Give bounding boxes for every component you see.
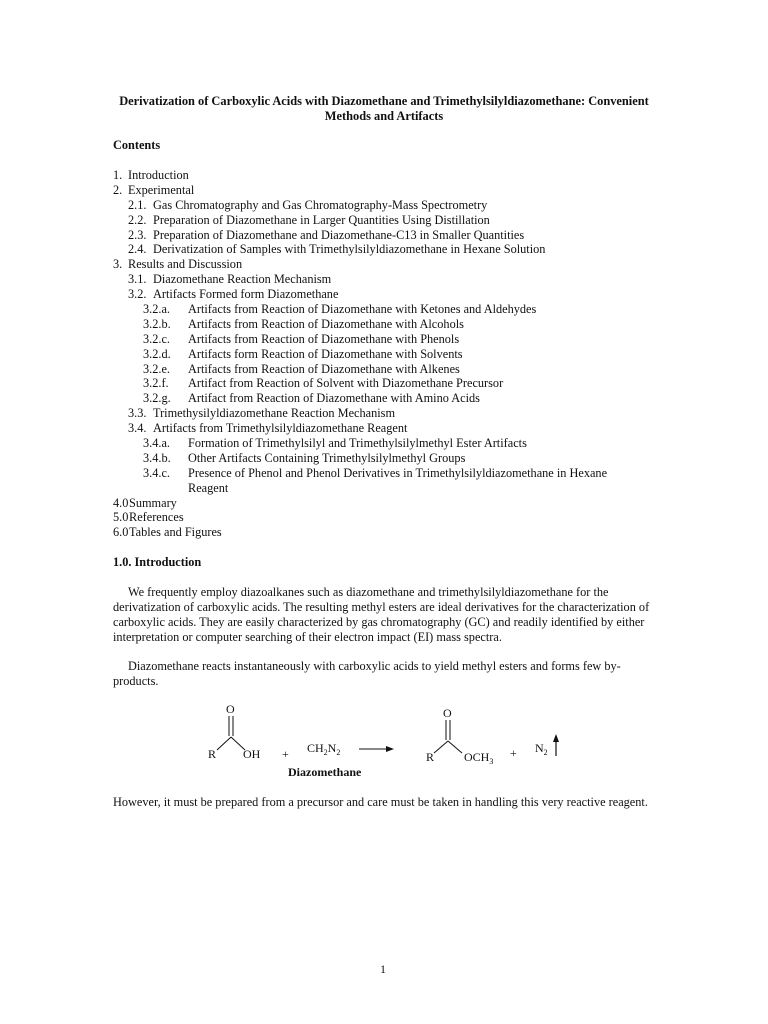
toc-number: 3.4. bbox=[128, 421, 147, 436]
ester-subscript: 3 bbox=[489, 757, 494, 766]
reaction-bonds bbox=[0, 700, 768, 790]
toc-item bbox=[113, 347, 673, 362]
toc-item bbox=[113, 466, 673, 481]
toc-item-continuation bbox=[113, 481, 673, 496]
toc-number: 3.2.g. bbox=[143, 391, 171, 406]
ester-bonds bbox=[434, 720, 462, 753]
toc-item bbox=[113, 317, 673, 332]
toc-text: Summary bbox=[129, 495, 177, 510]
toc-text: Trimethysilyldiazomethane Reaction Mechanism bbox=[153, 406, 396, 421]
toc-text: Artifacts from Reaction of Diazomethane with Phenols bbox=[188, 331, 460, 346]
toc-number: 3.2.f. bbox=[143, 376, 169, 391]
toc-number: 3.3. bbox=[128, 406, 147, 421]
toc-text: Gas Chromatography and Gas Chromatography-Mass Spectrometry bbox=[153, 197, 488, 212]
toc-number: 3.1. bbox=[128, 272, 147, 287]
toc-item bbox=[113, 287, 673, 302]
toc-number: 6.0 bbox=[113, 525, 129, 540]
reagent-subscript: 2 bbox=[323, 748, 328, 757]
acid-bonds bbox=[217, 716, 245, 750]
reagent-subscript: 2 bbox=[336, 748, 341, 757]
ester-methoxy-och: OCH bbox=[464, 750, 490, 764]
toc-text: Derivatization of Samples with Trimethylsilyldiazomethane in Hexane Solution bbox=[153, 242, 546, 257]
toc-number: 3.2.d. bbox=[143, 346, 171, 361]
toc-text: Artifacts from Reaction of Diazomethane with Ketones and Aldehydes bbox=[188, 302, 537, 317]
toc-number: 3.2.c. bbox=[143, 331, 170, 346]
toc-item bbox=[113, 376, 673, 391]
toc-item bbox=[113, 332, 673, 347]
paragraph-precursor: However, it must be prepared from a precursor and care must be taken in handling this very reactive reagent. bbox=[113, 795, 648, 809]
toc-item bbox=[113, 406, 673, 421]
toc-number: 1. bbox=[113, 168, 123, 182]
table-of-contents bbox=[113, 168, 673, 540]
toc-item bbox=[113, 525, 673, 540]
toc-text: Artifacts from Reaction of Diazomethane with Alcohols bbox=[188, 316, 464, 331]
reagent-formula-ch: CH bbox=[307, 741, 324, 755]
toc-item bbox=[113, 257, 673, 272]
toc-item bbox=[113, 213, 673, 228]
contents-heading: Contents bbox=[113, 138, 161, 152]
toc-text: Experimental bbox=[128, 182, 195, 197]
toc-text: Diazomethane Reaction Mechanism bbox=[153, 272, 332, 287]
toc-text: Artifacts from Reaction of Diazomethane with Alkenes bbox=[188, 361, 460, 376]
toc-item bbox=[113, 198, 673, 213]
acid-r-group: R bbox=[208, 747, 217, 761]
toc-text: References bbox=[129, 510, 184, 525]
nitrogen-subscript: 2 bbox=[543, 748, 548, 757]
plus-sign: + bbox=[510, 746, 517, 760]
toc-text: Formation of Trimethylsilyl and Trimethylsilylmethyl Ester Artifacts bbox=[188, 436, 527, 451]
toc-text: Reagent bbox=[188, 480, 229, 495]
toc-item bbox=[113, 362, 673, 377]
plus-sign: + bbox=[282, 747, 289, 761]
toc-item bbox=[113, 421, 673, 436]
toc-item bbox=[113, 496, 673, 511]
section-heading-introduction: 1.0. Introduction bbox=[113, 555, 202, 569]
page-number: 1 bbox=[380, 962, 386, 976]
toc-number: 5.0 bbox=[113, 510, 129, 525]
nitrogen-gas-n: N bbox=[535, 741, 544, 755]
document-title: Derivatization of Carboxylic Acids with Diazomethane and Trimethylsilyldiazomethane: Convenient Methods and Artifacts bbox=[119, 94, 649, 123]
toc-text: Presence of Phenol and Phenol Derivatives in Trimethylsilyldiazomethane in Hexane bbox=[188, 465, 608, 480]
toc-number: 3.2.e. bbox=[143, 361, 170, 376]
toc-text: Artifacts Formed form Diazomethane bbox=[153, 287, 339, 302]
toc-item bbox=[113, 451, 673, 466]
toc-item bbox=[113, 510, 673, 525]
toc-text: Tables and Figures bbox=[129, 525, 222, 540]
toc-number: 3.4.b. bbox=[143, 450, 171, 465]
reaction-scheme bbox=[0, 700, 768, 790]
toc-text: Artifacts from Trimethylsilyldiazomethane Reagent bbox=[153, 421, 408, 436]
gas-evolution-arrow bbox=[553, 734, 559, 756]
toc-item bbox=[113, 228, 673, 243]
reagent-label: Diazomethane bbox=[288, 765, 362, 779]
toc-text: Artifact from Reaction of Solvent with Diazomethane Precursor bbox=[188, 376, 504, 391]
toc-text: Artifacts form Reaction of Diazomethane with Solvents bbox=[188, 346, 463, 361]
toc-item bbox=[113, 242, 673, 257]
acid-hydroxyl: OH bbox=[243, 747, 261, 761]
toc-item bbox=[113, 391, 673, 406]
toc-number: 3. bbox=[113, 257, 123, 272]
toc-number: 3.2. bbox=[128, 287, 147, 302]
ester-carbonyl-oxygen: O bbox=[443, 706, 452, 720]
toc-number: 2.4. bbox=[128, 242, 147, 257]
paragraph-intro: We frequently employ diazoalkanes such as diazomethane and trimethylsilyldiazomethane for the derivatization of carboxylic acids. The resulting methyl esters are ideal derivatives for the characterization of carboxylic acids. They are easily characterized by gas chromatography (GC) and readily identified by either interpretation or computer searching of their electron impact (EI) mass spectra. bbox=[113, 585, 650, 644]
toc-text: Other Artifacts Containing Trimethylsilylmethyl Groups bbox=[188, 450, 466, 465]
toc-number: 3.2.b. bbox=[143, 316, 171, 331]
paragraph-diazomethane: Diazomethane reacts instantaneously with carboxylic acids to yield methyl esters and forms few by-products. bbox=[113, 659, 621, 688]
toc-number: 2.2. bbox=[128, 212, 147, 227]
reaction-arrow bbox=[359, 746, 394, 752]
toc-item bbox=[113, 272, 673, 287]
toc-item bbox=[113, 436, 673, 451]
ester-methoxy bbox=[464, 750, 493, 765]
reagent-formula bbox=[307, 741, 340, 756]
reagent-formula-n: N bbox=[327, 741, 337, 755]
toc-item bbox=[113, 302, 673, 317]
toc-number: 3.4.c. bbox=[143, 465, 170, 480]
ester-r-group: R bbox=[426, 750, 435, 764]
nitrogen-gas bbox=[535, 741, 548, 756]
toc-text: Artifact from Reaction of Diazomethane with Amino Acids bbox=[188, 391, 480, 406]
toc-number: 3.2.a. bbox=[143, 302, 170, 317]
toc-item bbox=[113, 183, 673, 198]
toc-number: 2.3. bbox=[128, 227, 147, 242]
toc-text: Results and Discussion bbox=[128, 257, 243, 272]
toc-item bbox=[113, 168, 673, 183]
toc-text: Introduction bbox=[128, 168, 189, 182]
toc-text: Preparation of Diazomethane and Diazomethane-C13 in Smaller Quantities bbox=[153, 227, 525, 242]
toc-number: 4.0 bbox=[113, 495, 129, 510]
toc-number: 3.4.a. bbox=[143, 436, 170, 451]
acid-carbonyl-oxygen: O bbox=[226, 702, 235, 716]
toc-number: 2.1. bbox=[128, 197, 147, 212]
toc-number: 2. bbox=[113, 182, 123, 197]
toc-text: Preparation of Diazomethane in Larger Quantities Using Distillation bbox=[153, 212, 490, 227]
